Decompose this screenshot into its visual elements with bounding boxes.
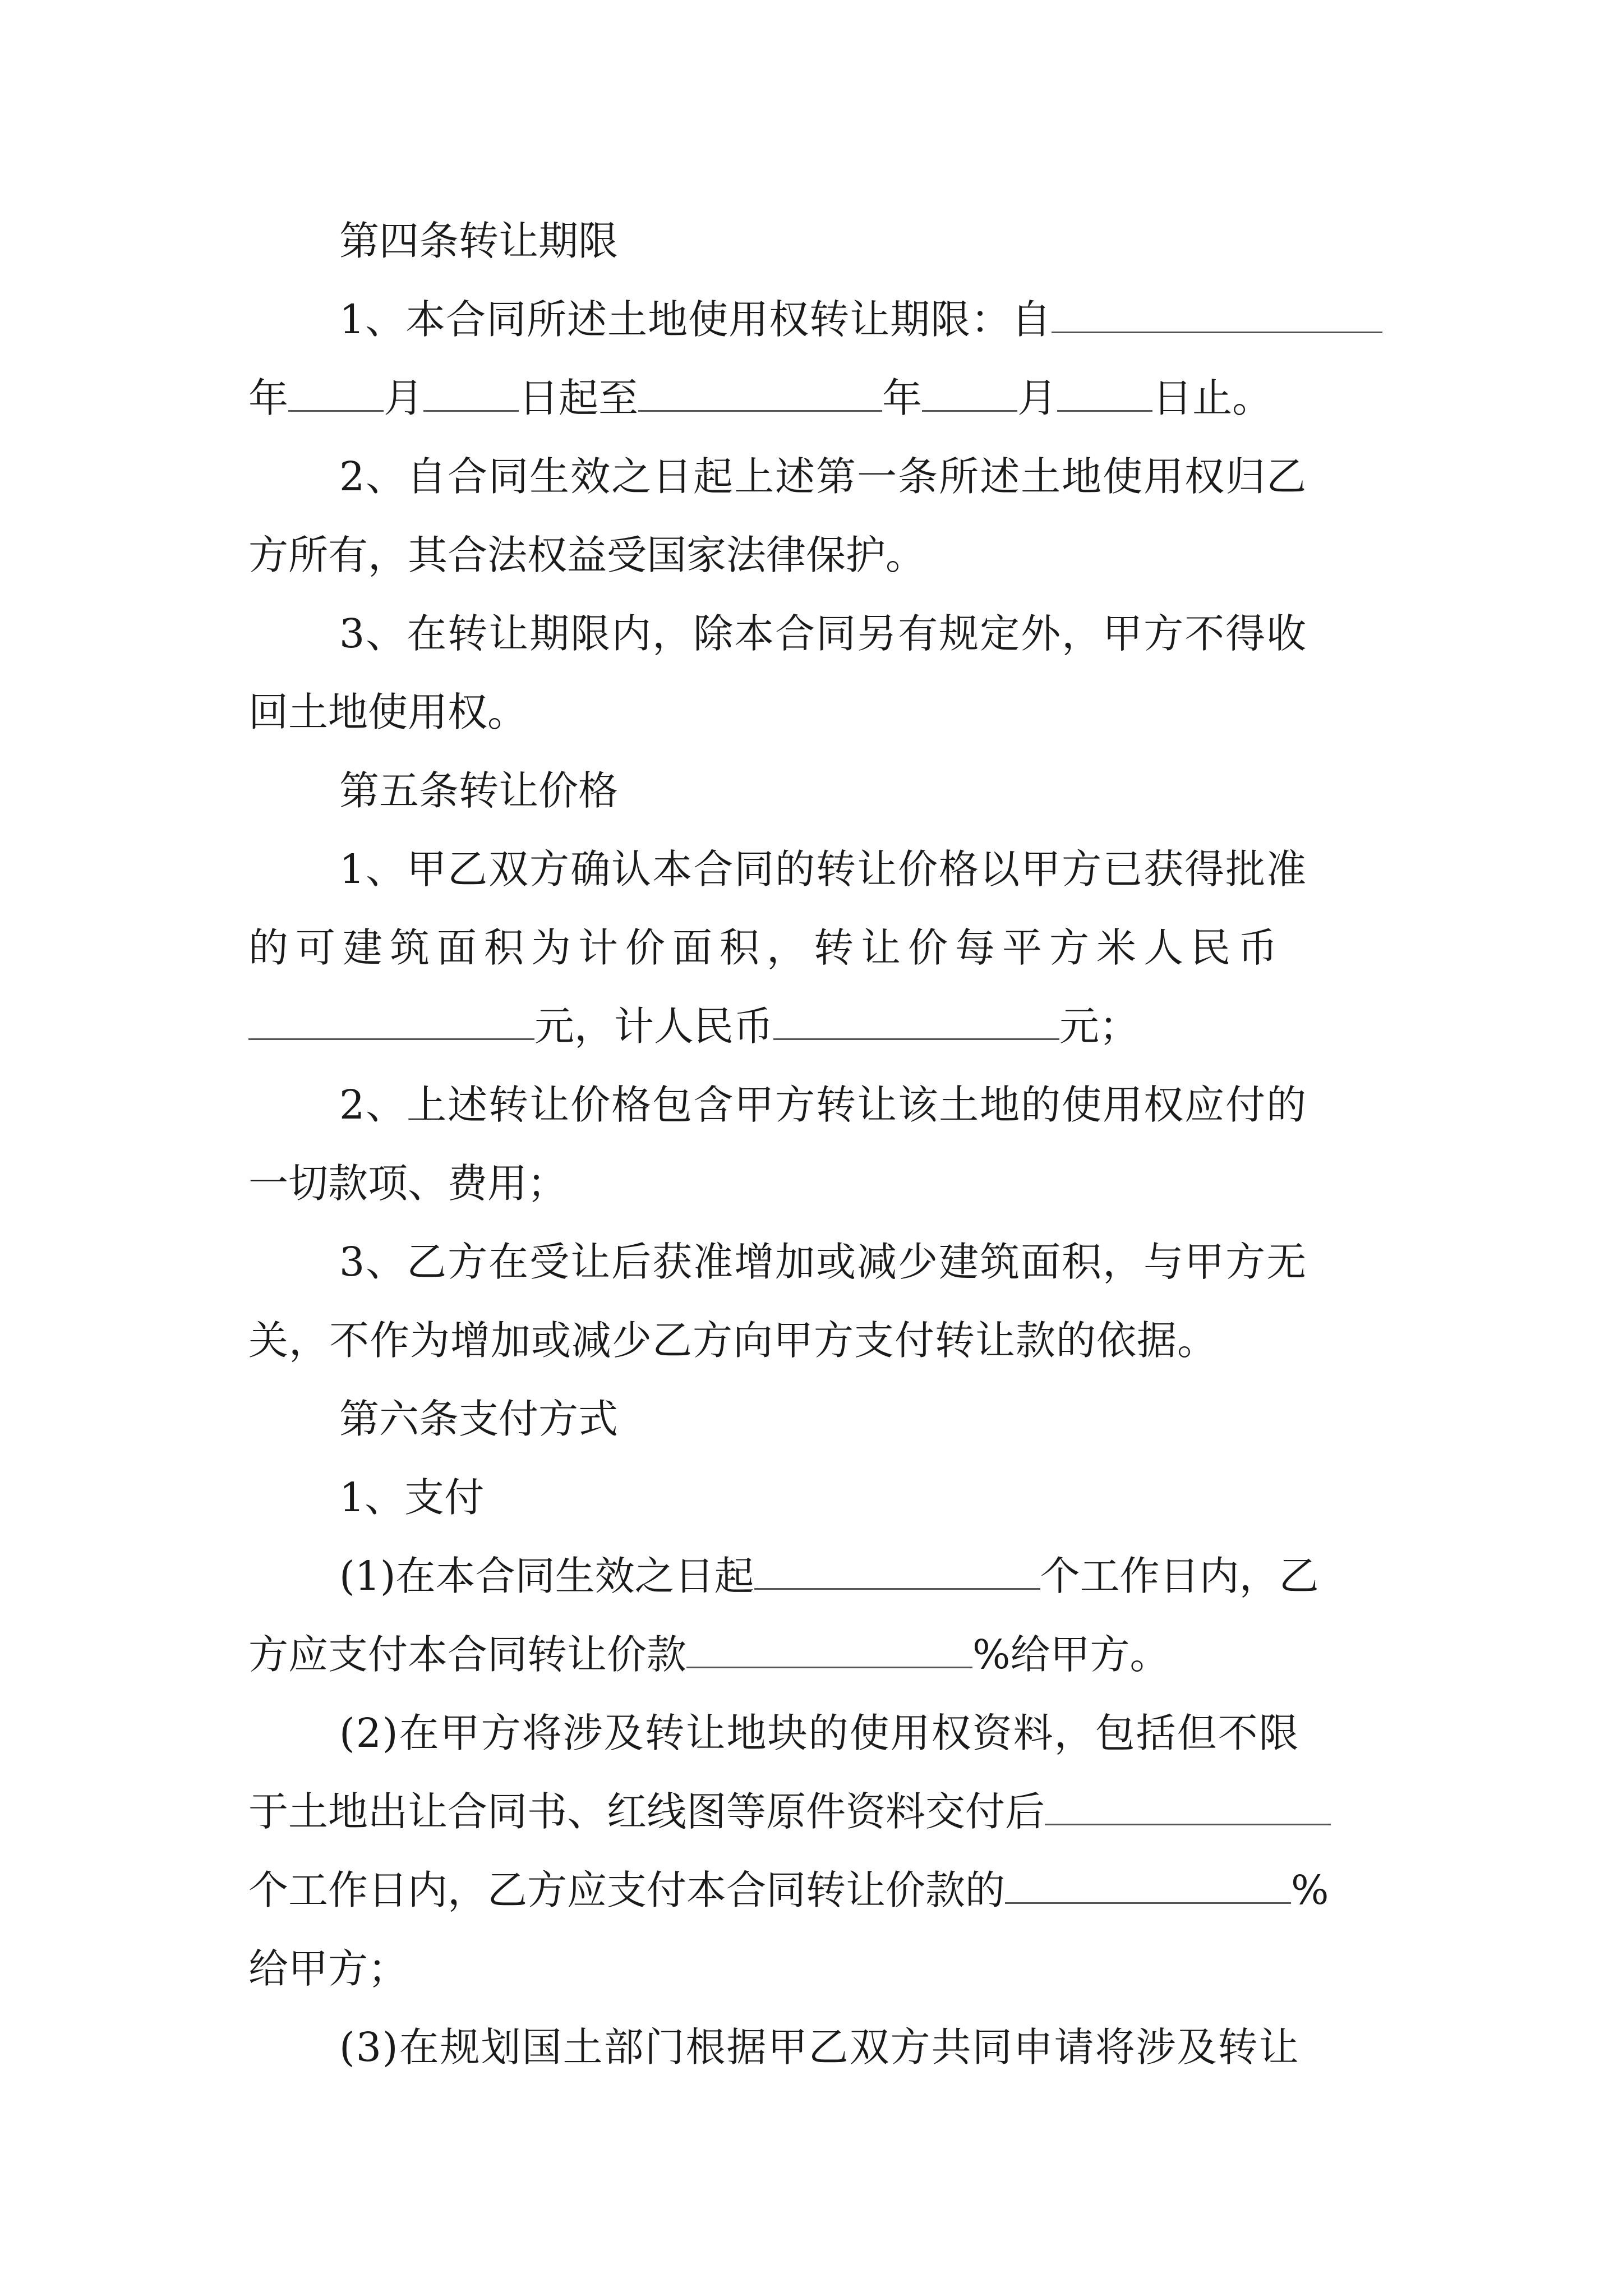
article-5-item-2-line-1: 2、上述转让价格包含甲方转让该土地的使用权应付的 (339, 1082, 1308, 1128)
blank-end-year (638, 374, 882, 412)
article-6-p2-line-4: 给甲方； (248, 1945, 408, 1992)
blank-workdays-1 (754, 1552, 1040, 1590)
blank-price-per-sqm (248, 1002, 534, 1040)
blank-end-day (1057, 374, 1152, 412)
article-6-p1-line-1: (1)在本合同生效之日起 个工作日内，乙 (339, 1553, 1319, 1599)
blank-start-year (1052, 296, 1382, 333)
article-6-sub-1: 1、支付 (339, 1474, 485, 1521)
article-5-item-1-line-2: 的可建筑面积为计价面积，转让价每平方米人民币 (248, 924, 1285, 971)
article-4-item-3-line-1: 3、在转让期限内，除本合同另有规定外，甲方不得收 (339, 610, 1308, 657)
article-4-item-2-line-2: 方所有，其合法权益受国家法律保护。 (248, 532, 926, 578)
article-6-p2-line-3: 个工作日内，乙方应支付本合同转让价款的 % (248, 1867, 1329, 1913)
article-4-heading: 第四条转让期限 (339, 218, 619, 264)
article-5-item-3-line-2: 关，不作为增加或减少乙方向甲方支付转让款的依据。 (248, 1317, 1218, 1364)
article-4-item-1-line-1: 1、本合同所述土地使用权转让期限：自 (339, 292, 1382, 348)
article-6-p2-line-1: (2)在甲方将涉及转让地块的使用权资料，包括但不限 (339, 1710, 1300, 1756)
blank-percent-2 (1005, 1866, 1291, 1904)
article-5-item-2-line-2: 一切款项、费用； (248, 1160, 568, 1207)
article-4-item-3-line-2: 回土地使用权。 (248, 689, 528, 735)
blank-percent-1 (686, 1631, 972, 1668)
article-5-item-3-line-1: 3、乙方在受让后获准增加或减少建筑面积，与甲方无 (339, 1239, 1308, 1285)
article-5-heading: 第五条转让价格 (339, 767, 619, 814)
article-5-item-1-line-1: 1、甲乙双方确认本合同的转让价格以甲方已获得批准 (339, 846, 1308, 892)
article-5-item-1-line-3: 元，计人民币 元； (248, 999, 1139, 1055)
blank-start-month (288, 374, 384, 412)
article-6-p1-line-2: 方应支付本合同转让价款 %给甲方。 (248, 1631, 1170, 1678)
article-6-heading: 第六条支付方式 (339, 1396, 619, 1442)
blank-end-month (922, 374, 1017, 412)
article-6-p3-line-1: (3)在规划国土部门根据甲乙双方共同申请将涉及转让 (339, 2024, 1300, 2070)
article-4-item-2-line-1: 2、自合同生效之日起上述第一条所述土地使用权归乙 (339, 453, 1308, 500)
blank-total-price (773, 1002, 1059, 1040)
article-4-item-1-line-2: 年 月 日起至 年 月 日止。 (248, 375, 1272, 421)
blank-workdays-2 (1045, 1788, 1331, 1825)
blank-start-day (423, 374, 519, 412)
article-6-p2-line-2: 于土地出让合同书、红线图等原件资料交付后 (248, 1784, 1331, 1840)
